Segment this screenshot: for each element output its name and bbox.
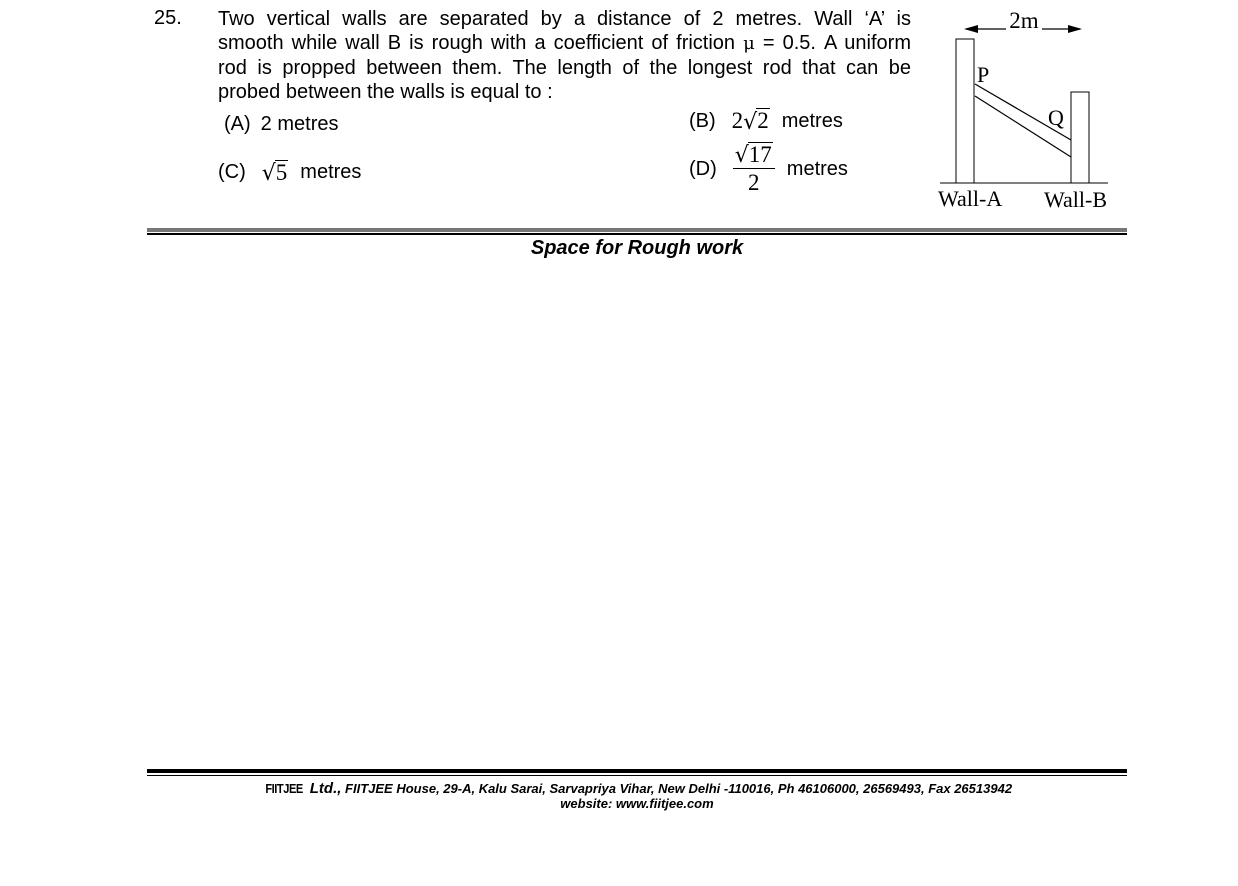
rough-work-heading: Space for Rough work [530, 237, 744, 259]
footer-ltd: Ltd., [309, 780, 342, 797]
wall-b [1071, 92, 1089, 183]
option-a[interactable] [224, 113, 338, 136]
mu-symbol: μ [743, 33, 755, 54]
footer-divider-thin [147, 775, 1127, 776]
option-d-numerator [733, 142, 775, 169]
arrow-right-head-icon [1068, 25, 1082, 33]
footer-brand: FIITJEE [265, 781, 303, 796]
question-text [218, 7, 911, 104]
option-d-label: (D) [689, 158, 717, 181]
question-line-2 [218, 31, 911, 56]
question-number: 25. [154, 7, 182, 29]
walls-rod-diagram [930, 5, 1120, 215]
question-line-3: rod is propped between them. The length of the longest rod that can be [218, 57, 911, 79]
footer-address-line [147, 780, 1127, 797]
radical-sign-icon: √ [734, 143, 749, 169]
question-line-2-head: smooth while wall B is rough with a coefficient of friction [218, 32, 736, 54]
divider-thin [147, 233, 1127, 235]
option-b-coef: 2 [731, 108, 744, 133]
option-b-unit: metres [781, 109, 843, 132]
option-a-label: (A) [224, 113, 251, 135]
option-c[interactable] [218, 160, 361, 185]
option-b-radicand: 2 [757, 108, 769, 134]
radical-sign-icon: √ [743, 109, 758, 135]
radical-sign-icon: √ [261, 161, 276, 187]
question-line-2-tail: = 0.5. A uniform [762, 32, 911, 54]
footer-divider-thick [147, 769, 1127, 773]
option-d[interactable] [689, 142, 848, 197]
footer-website[interactable]: website: www.fiitjee.com [560, 796, 714, 811]
option-c-unit: metres [300, 161, 362, 184]
wall-a-label: Wall-A [938, 186, 1003, 211]
option-d-radicand: 17 [748, 142, 772, 167]
option-a-text: 2 metres [260, 113, 339, 135]
wall-b-label: Wall-B [1044, 187, 1107, 212]
question-line-1: Two vertical walls are separated by a distance of 2 metres. Wall ‘A’ is [218, 8, 911, 30]
option-b[interactable] [689, 108, 843, 134]
wall-a [956, 39, 974, 183]
question-line-4: probed between the walls is equal to : [218, 81, 553, 103]
distance-label: 2m [1009, 8, 1039, 33]
option-c-label: (C) [218, 161, 246, 184]
option-b-label: (B) [689, 109, 716, 132]
option-d-denominator: 2 [748, 170, 760, 196]
point-q-label: Q [1048, 105, 1064, 130]
option-d-unit: metres [786, 158, 848, 181]
option-c-radicand: 5 [275, 160, 288, 185]
arrow-left-head-icon [964, 25, 978, 33]
divider-thick [147, 228, 1127, 232]
point-p-label: P [977, 62, 990, 87]
footer-address: FIITJEE House, 29-A, Kalu Sarai, Sarvapriya Vihar, New Delhi -110016, Ph 46106000, 26569493, Fax 26513942 [345, 781, 1013, 796]
option-b-sqrt [743, 108, 770, 133]
option-c-sqrt [262, 160, 289, 185]
option-d-fraction [733, 142, 775, 197]
